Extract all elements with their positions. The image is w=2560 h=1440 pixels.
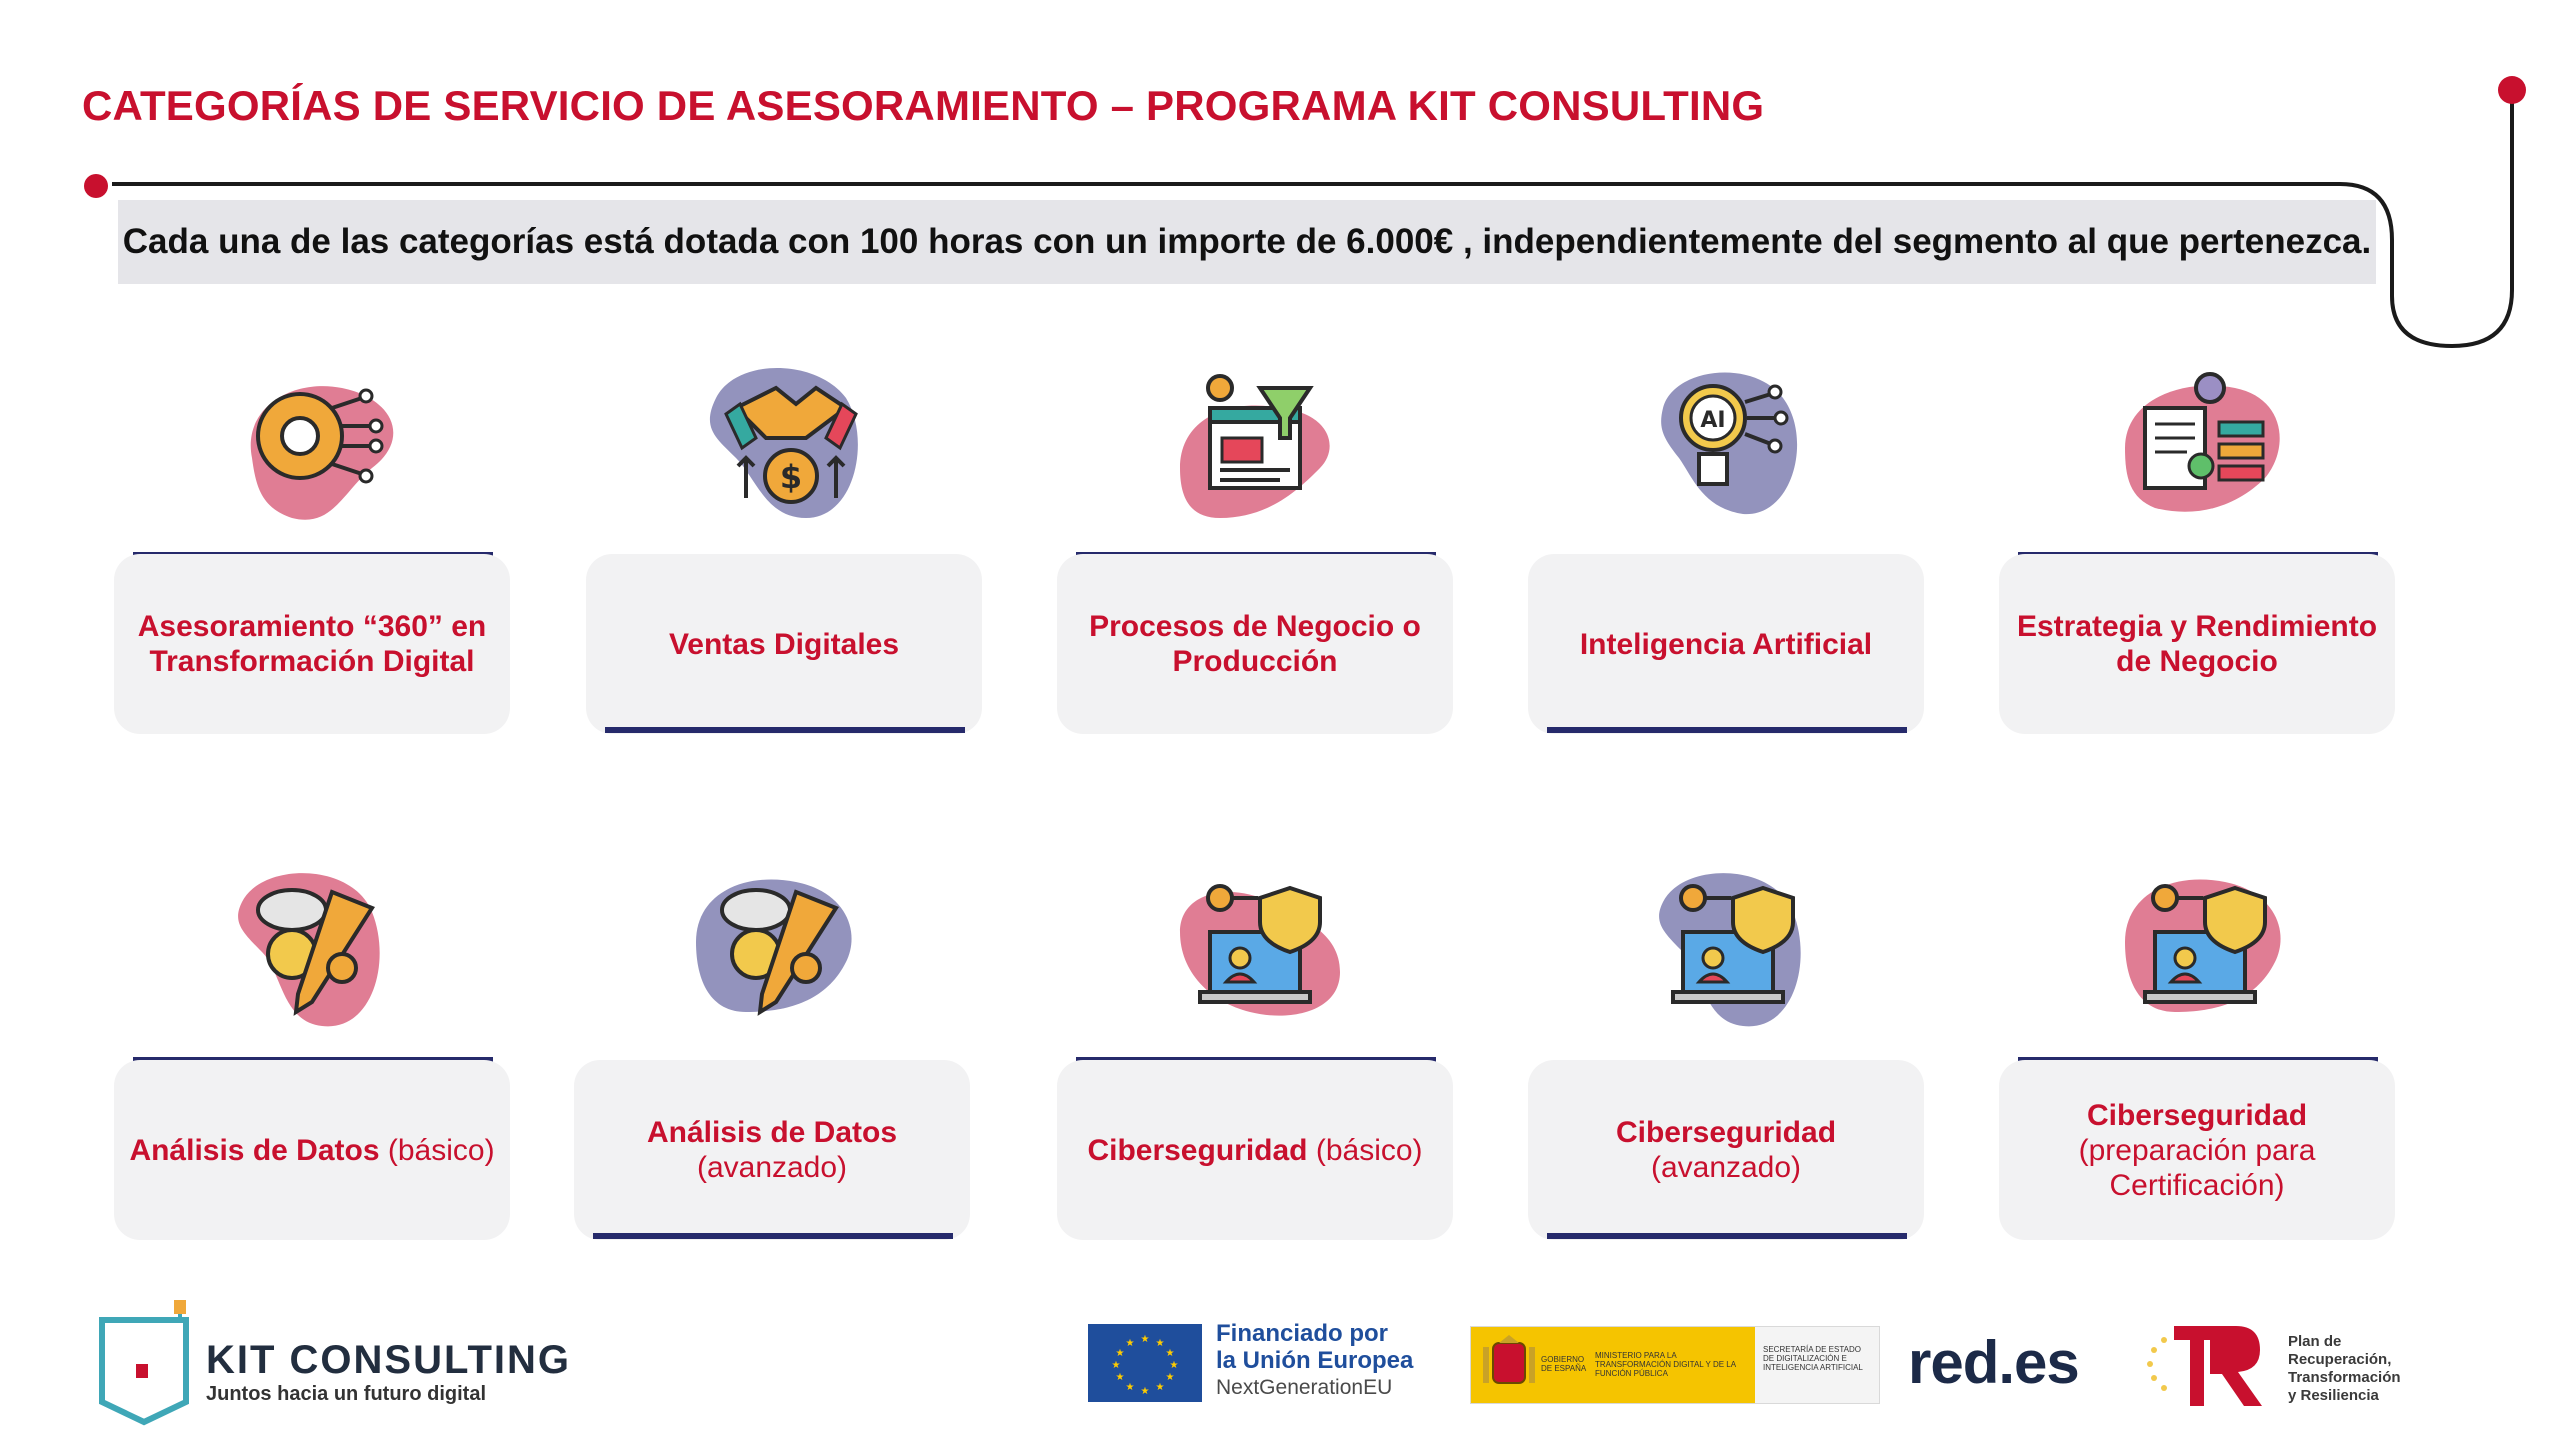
card-title-light: (preparación para bbox=[2078, 1133, 2316, 1167]
card-title-line: Estrategia y Rendimiento bbox=[2016, 610, 2378, 643]
cybersecurity-laptop-icon bbox=[1643, 862, 1823, 1042]
card-title-light: (avanzado) bbox=[1650, 1151, 1802, 1184]
svg-text:AI: AI bbox=[1700, 408, 1726, 433]
category-card-estrategia bbox=[1999, 554, 2395, 734]
plan-recuperacion-logo-icon bbox=[2140, 1320, 2280, 1410]
plan-line: Transformación bbox=[2288, 1369, 2401, 1386]
cybersecurity-laptop-icon bbox=[1170, 862, 1350, 1042]
category-card-ciber-certificacion bbox=[1999, 1060, 2395, 1240]
eu-line: la Unión Europea bbox=[1216, 1347, 1414, 1374]
card-bar-bottom bbox=[605, 727, 965, 733]
category-card-datos-basico bbox=[114, 1060, 510, 1240]
card-title-line: Inteligencia Artificial bbox=[1579, 627, 1873, 661]
card-bar-bottom bbox=[1547, 1233, 1907, 1239]
eu-line: NextGenerationEU bbox=[1216, 1376, 1393, 1399]
svg-text:★: ★ bbox=[1155, 1338, 1165, 1349]
card-title-line: Ventas Digitales bbox=[668, 627, 900, 661]
category-card-datos-avanzado bbox=[574, 1060, 970, 1240]
red-dot-left bbox=[84, 174, 108, 198]
info-banner bbox=[118, 200, 2376, 284]
card-title-bold: Ciberseguridad bbox=[1615, 1116, 1837, 1149]
card-bar-bottom bbox=[593, 1233, 953, 1239]
card-bar-bottom bbox=[1547, 727, 1907, 733]
kit-consulting-tagline: Juntos hacia un futuro digital bbox=[206, 1383, 486, 1405]
kit-consulting-name: KIT CONSULTING bbox=[206, 1338, 572, 1382]
gobierno-text: GOBIERNO DE ESPAÑA bbox=[1541, 1355, 1587, 1373]
svg-text:$: $ bbox=[779, 458, 803, 496]
svg-text:★: ★ bbox=[1165, 1348, 1175, 1359]
svg-text:★: ★ bbox=[1125, 1382, 1135, 1393]
red-es-logo: red.es bbox=[1908, 1329, 2079, 1396]
strategy-document-icon bbox=[2115, 358, 2295, 538]
card-title-light: (avanzado) bbox=[696, 1151, 848, 1184]
handshake-money-icon bbox=[696, 358, 876, 538]
ai-bulb-icon bbox=[1643, 358, 1823, 538]
cybersecurity-laptop-icon bbox=[2115, 862, 2295, 1042]
card-title-line: Transformación Digital bbox=[149, 645, 475, 678]
data-analysis-icon bbox=[686, 862, 866, 1042]
card-title-bold: Ciberseguridad bbox=[2086, 1098, 2308, 1132]
plan-recuperacion-text bbox=[2288, 1333, 2401, 1405]
category-card-ciber-avanzado bbox=[1528, 1060, 1924, 1240]
secretaria-text: SECRETARÍA DE ESTADO DE DIGITALIZACIÓN E INTELIGENCIA ARTIFICIAL bbox=[1763, 1345, 1863, 1372]
card-title-line: Producción bbox=[1172, 645, 1338, 678]
card-title-light: Certificación) bbox=[2109, 1168, 2285, 1202]
coat-of-arms-icon bbox=[1479, 1333, 1539, 1397]
svg-text:★: ★ bbox=[1115, 1372, 1125, 1383]
category-card-ia bbox=[1528, 554, 1924, 734]
page-title: CATEGORÍAS DE SERVICIO DE ASESORAMIENTO – PROGRAMA KIT CONSULTING bbox=[82, 82, 1765, 129]
eu-flag-icon bbox=[1088, 1324, 1202, 1402]
svg-text:★: ★ bbox=[1169, 1360, 1179, 1371]
eu-line: Financiado por bbox=[1216, 1320, 1389, 1347]
data-analysis-icon bbox=[222, 862, 402, 1042]
category-card-360 bbox=[114, 554, 510, 734]
plan-line: y Resiliencia bbox=[2288, 1387, 2379, 1404]
card-title-bold: Análisis de Datos bbox=[129, 1133, 380, 1167]
svg-text:★: ★ bbox=[1165, 1372, 1175, 1383]
category-card-procesos bbox=[1057, 554, 1453, 734]
kit-consulting-logo-icon bbox=[92, 1298, 200, 1430]
card-title-bold: Análisis de Datos bbox=[646, 1116, 898, 1149]
svg-text:★: ★ bbox=[1125, 1338, 1135, 1349]
card-title-line: Asesoramiento “360” en bbox=[137, 610, 487, 643]
plan-line: Plan de bbox=[2288, 1333, 2342, 1350]
process-funnel-icon bbox=[1170, 358, 1350, 538]
card-title-light: (básico) bbox=[1315, 1133, 1423, 1167]
svg-text:★: ★ bbox=[1140, 1334, 1150, 1345]
card-title-bold: Ciberseguridad bbox=[1087, 1133, 1308, 1167]
svg-text:★: ★ bbox=[1140, 1386, 1150, 1397]
plan-line: Recuperación, bbox=[2288, 1351, 2392, 1368]
category-card-ventas bbox=[586, 554, 982, 734]
ministerio-text: MINISTERIO PARA LA TRANSFORMACIÓN DIGITAL Y DE LA FUNCIÓN PÚBLICA bbox=[1595, 1351, 1736, 1378]
card-title-line: de Negocio bbox=[2116, 645, 2278, 678]
card-title-line: Procesos de Negocio o bbox=[1089, 610, 1421, 643]
category-card-ciber-basico bbox=[1057, 1060, 1453, 1240]
eu-funding-text bbox=[1216, 1320, 1413, 1401]
banner-text: Cada una de las categorías está dotada con 100 horas con un importe de 6.000€ , independientemente del segmento al que pertenezca. bbox=[122, 222, 2372, 261]
gear-circuit-icon bbox=[222, 358, 402, 538]
svg-text:★: ★ bbox=[1155, 1382, 1165, 1393]
gobierno-espana-logo bbox=[1470, 1326, 1880, 1404]
card-title-light: (básico) bbox=[387, 1133, 495, 1167]
red-dot-right bbox=[2498, 76, 2526, 104]
svg-text:★: ★ bbox=[1111, 1360, 1121, 1371]
svg-text:★: ★ bbox=[1115, 1348, 1125, 1359]
